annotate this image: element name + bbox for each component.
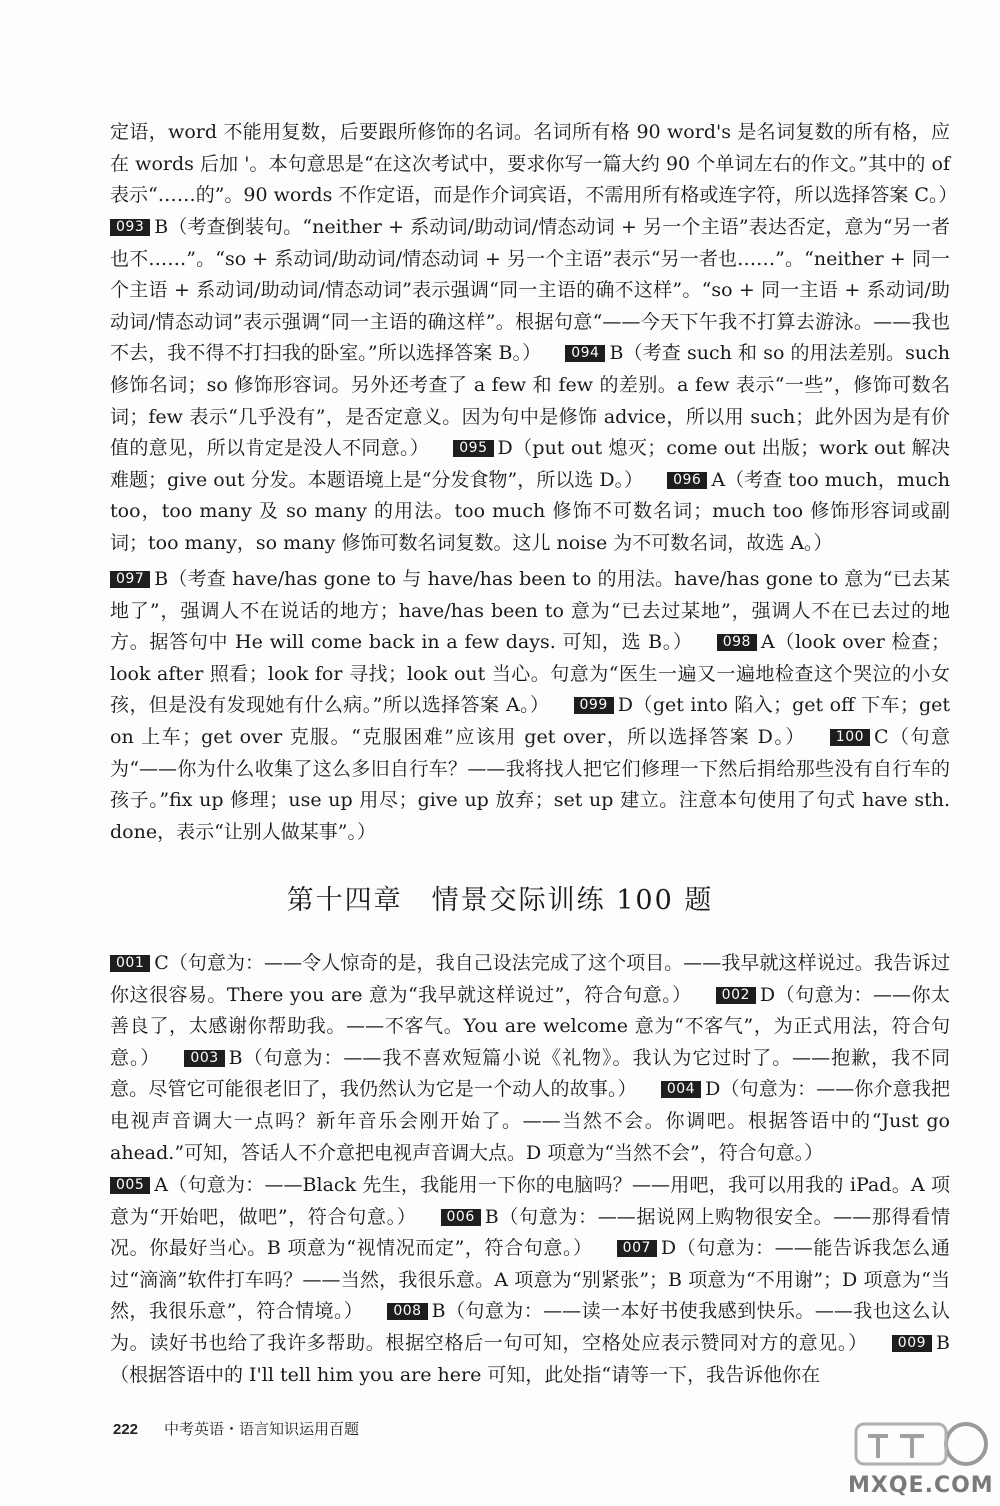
continued-text: 定语，word 不能用复数，后要跟所修饰的名词。名词所有格 90 word's 是名词复数的所有格，应在 words 后加 '。本句意思是“在这次考试中，要求你写一篇大约 90 个单词左右的作文。”其中的 of 表示“……的”。90 words 不作定语，而是作介词宾语，不需用所有格或连字符，所以选择答案 C。） <box>110 121 958 207</box>
answer-number-badge: 097 <box>110 571 150 588</box>
answer-text: B（考查倒装句。“neither + 系动词/助动词/情态动词 + 另一个主语”表达否定，意为“另一者也不……”。“so + 系动词/助动词/情态动词 + 另一个主语”表示“另一者也……”。“neither + 同一个主语 + 系动词/助动词/情态动词”表示强调“同一主语的确不这样”。“so + 同一主语 + 系动词/助动词/情态动词”表示强调“同一主语的确这样”。根据句意“——今天下午我不打算去游泳。——我也不去，我不得不打扫我的卧室。”所以选择答案 B。） <box>110 216 950 365</box>
answer-number-badge: 004 <box>661 1081 701 1098</box>
answer-number-badge: 001 <box>110 955 150 972</box>
answer-number-badge: 093 <box>110 219 150 236</box>
answer-text: B（根据答语中的 I'll tell him you are here 可知，此处指“请等一下，我告诉他你在 <box>110 1331 950 1386</box>
answer-text: C（句意为：——令人惊奇的是，我自己设法完成了这个项目。——我早就这样说过。我告诉过你这很容易。There you are 意为“我早就这样说过”，符合句意。） <box>110 952 950 1006</box>
answer-number-badge: 096 <box>667 472 707 489</box>
watermark-text: MXQE.COM <box>848 1473 994 1498</box>
answer-number-badge: 095 <box>453 440 493 457</box>
answer-text: B（句意为：——读一本好书使我感到快乐。——我也这么认为。读好书也给了我许多帮助。根据空格后一句可知，空格处应表示赞同对方的意见。） <box>110 1300 950 1354</box>
answer-number-badge: 100 <box>830 729 870 746</box>
answer-paragraph-4 <box>110 1170 950 1391</box>
answer-number-badge: 002 <box>716 987 756 1004</box>
answer-text: A（look over 检查；look after 照看；look for 寻找；look out 当心。句意为“医生一遍又一遍地检查这个哭泣的小女孩，但是没有发现她有什么病。”所以选择答案 A。） <box>110 631 950 717</box>
chapter-title: 第十四章 情景交际训练 100 题 <box>286 885 714 916</box>
answer-number-badge: 003 <box>184 1050 224 1067</box>
answer-number-badge: 006 <box>441 1209 481 1226</box>
page-number: 222 <box>113 1421 139 1438</box>
answer-number-badge: 007 <box>617 1240 657 1257</box>
answer-paragraph-1 <box>110 212 950 560</box>
book-title: 中考英语・语言知识运用百题 <box>164 1420 360 1438</box>
answer-number-badge: 098 <box>717 634 757 651</box>
answer-text: C（句意为“——你为什么收集了这么多旧自行车？——我将找人把它们修理一下然后捐给那些没有自行车的孩子。”fix up 修理；use up 用尽；give up 放弃；set up 建立。注意本句使用了句式 have sth. done，表示“让别人做某事”。） <box>110 725 950 843</box>
answer-number-badge: 005 <box>110 1177 150 1194</box>
page-footer <box>113 1418 359 1439</box>
answer-text: D（put out 熄灭；come out 出版；work out 解决难题；give out 分发。本题语境上是“分发食物”，所以选 D。） <box>110 437 950 491</box>
answer-text: B（句意为：——据说网上购物很安全。——那得看情况。你最好当心。B 项意为“视情况而定”，符合句意。） <box>110 1205 950 1260</box>
answer-text: B（句意为：——我不喜欢短篇小说《礼物》。我认为它过时了。——抱歉，我不同意。尽管它可能很老旧了，我仍然认为它是一个动人的故事。） <box>110 1046 950 1101</box>
answer-text: D（get into 陷入；get off 下车；get on 上车；get over 克服。“克服困难”应该用 get over，所以选择答案 D。） <box>110 694 951 748</box>
answer-text: D（句意为：——你太善良了，太感谢你帮助我。——不客气。You are welcome 意为“不客气”，为正式用法，符合句意。） <box>110 983 951 1069</box>
answer-number-badge: 008 <box>387 1303 427 1320</box>
answer-text: B（考查 have/has gone to 与 have/has been to 的用法。have/has gone to 意为“已去某地了”，强调人不在说话的地方；have/has been to 意为“已去过某地”，强调人不在已去过的地方。据答句中 He will come back in a few days. 可知，选 B。） <box>110 568 950 654</box>
answer-number-badge: 094 <box>565 345 605 362</box>
answer-paragraph-2 <box>110 564 950 848</box>
answer-text: B（考查 such 和 so 的用法差别。such 修饰名词；so 修饰形容词。另外还考查了 a few 和 few 的差别。a few 表示“一些”，修饰可数名词；few 表示“几乎没有”，是否定意义。因为句中是修饰 advice，所以用 such；此外因为是有价值的意见，所以肯定是没人不同意。） <box>110 342 950 460</box>
answer-number-badge: 099 <box>574 697 614 714</box>
answer-text: D（句意为：——能告诉我怎么通过“滴滴”软件打车吗？——当然，我很乐意。A 项意为“别紧张”；B 项意为“不用谢”；D 项意为“当然，我很乐意”，符合情境。） <box>110 1237 951 1323</box>
answer-text: D（句意为：——你介意我把电视声音调大一点吗？新年音乐会刚开始了。——当然不会。你调吧。根据答语中的“Just go ahead.”可知，答话人不介意把电视声音调大点。D 项意为“当然不会”，符合句意。） <box>110 1078 950 1164</box>
answer-text: A（句意为：——Black 先生，我能用一下你的电脑吗？——用吧，我可以用我的 iPad。A 项意为“开始吧，做吧”，符合句意。） <box>110 1174 950 1228</box>
watermark-graphic <box>848 1414 988 1474</box>
continued-paragraph <box>110 117 958 212</box>
answer-text: A（考查 too much，much too，too many 及 so many 的用法。too much 修饰不可数名词；much too 修饰形容词或副词；too many，so many 修饰可数名词复数。这儿 noise 为不可数名词，故选 A。） <box>110 468 951 554</box>
answer-number-badge: 009 <box>892 1335 932 1352</box>
answer-paragraph-3 <box>110 948 950 1169</box>
watermark-logo <box>848 1414 994 1498</box>
